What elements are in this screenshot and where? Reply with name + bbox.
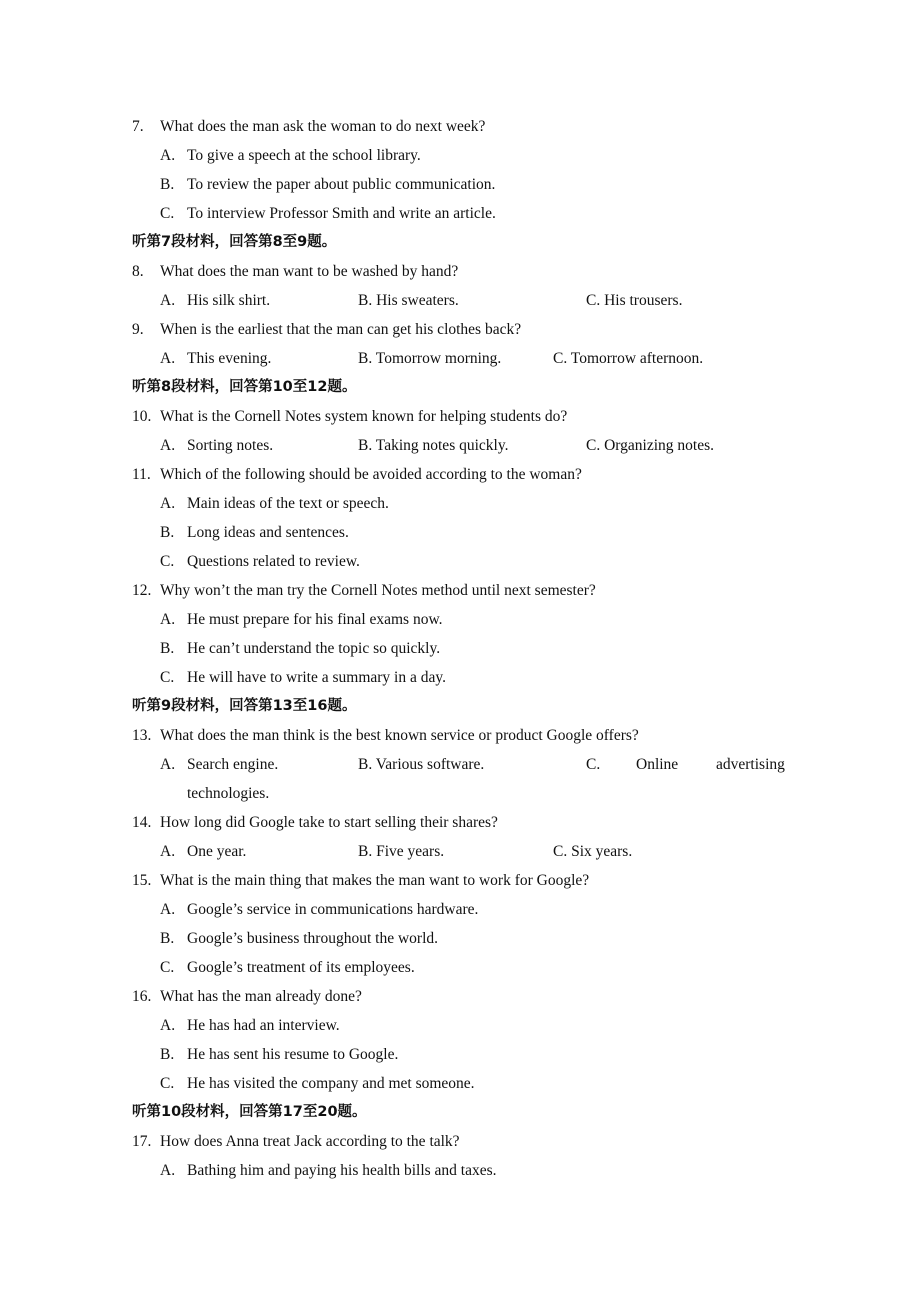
option-letter: A. [160,611,176,628]
option-7c [0,199,920,228]
option-11c [0,547,920,576]
option-c-word: advertising [716,756,785,773]
option-15b [0,924,920,953]
option-text: He has visited the company and met someone. [187,1075,475,1092]
option-a-text: This evening. [187,350,272,367]
question-text: When is the earliest that the man can get his clothes back? [160,321,522,338]
option-17a [0,1156,920,1185]
option-text: Google’s treatment of its employees. [187,959,415,976]
option-c: C. His trousers. [586,292,683,309]
question-14 [0,808,920,837]
option-11a [0,489,920,518]
options-13 [0,750,920,779]
option-7a [0,141,920,170]
option-c-word: Online [636,756,679,773]
option-letter: B. [160,524,175,541]
section-instruction: 听第7段材料，回答第8至9题。 [132,234,337,250]
option-letter: A. [160,437,176,454]
question-number: 8. [132,263,144,280]
option-letter: A. [160,292,176,309]
option-c-continued: technologies. [187,785,270,802]
option-letter: A. [160,1162,176,1179]
exam-page [0,112,920,1185]
option-letter: C. [160,959,175,976]
section-header-7 [0,228,920,257]
options-14 [0,837,920,866]
option-c: C. Organizing notes. [586,437,715,454]
question-13 [0,721,920,750]
option-letter: C. [160,1075,175,1092]
question-number: 17. [132,1133,152,1150]
option-11b [0,518,920,547]
option-text: Main ideas of the text or speech. [187,495,389,512]
question-text: Which of the following should be avoided according to the woman? [160,466,582,483]
question-number: 7. [132,118,144,135]
question-number: 16. [132,988,152,1005]
option-text: Bathing him and paying his health bills and taxes. [187,1162,497,1179]
question-number: 10. [132,408,152,425]
option-16a [0,1011,920,1040]
option-letter: C. [160,205,175,222]
option-c-letter: C. [586,756,601,773]
option-text: He must prepare for his final exams now. [187,611,443,628]
option-text: He has had an interview. [187,1017,340,1034]
option-text: To interview Professor Smith and write an article. [187,205,496,222]
option-text: To review the paper about public communication. [187,176,496,193]
question-text: What has the man already done? [160,988,362,1005]
question-text: What does the man think is the best known service or product Google offers? [160,727,639,744]
option-b: B. Five years. [358,843,445,860]
option-text: He has sent his resume to Google. [187,1046,399,1063]
question-number: 15. [132,872,152,889]
option-a-text: His silk shirt. [187,292,271,309]
option-a-text: Sorting notes. [187,437,274,454]
option-letter: C. [160,669,175,686]
option-letter: C. [160,553,175,570]
section-header-8 [0,373,920,402]
section-instruction: 听第10段材料，回答第17至20题。 [132,1104,367,1120]
question-10 [0,402,920,431]
section-header-10 [0,1098,920,1127]
option-text: He can’t understand the topic so quickly. [187,640,441,657]
question-11 [0,460,920,489]
option-a-text: One year. [187,843,247,860]
question-number: 12. [132,582,152,599]
question-text: How does Anna treat Jack according to the talk? [160,1133,460,1150]
question-text: What is the main thing that makes the man want to work for Google? [160,872,590,889]
section-header-9 [0,692,920,721]
question-text: What is the Cornell Notes system known for helping students do? [160,408,568,425]
section-instruction: 听第9段材料，回答第13至16题。 [132,698,357,714]
option-7b [0,170,920,199]
option-b: B. Tomorrow morning. [358,350,502,367]
option-letter: A. [160,350,176,367]
question-7 [0,112,920,141]
option-text: Long ideas and sentences. [187,524,349,541]
question-16 [0,982,920,1011]
option-text: Questions related to review. [187,553,360,570]
question-text: What does the man want to be washed by hand? [160,263,459,280]
question-number: 11. [132,466,151,483]
option-a-text: Search engine. [187,756,279,773]
question-number: 13. [132,727,152,744]
question-text: What does the man ask the woman to do next week? [160,118,486,135]
question-number: 14. [132,814,152,831]
option-letter: B. [160,1046,175,1063]
question-8 [0,257,920,286]
option-16c [0,1069,920,1098]
option-12c [0,663,920,692]
option-b: B. His sweaters. [358,292,459,309]
option-c: C. Six years. [553,843,633,860]
option-16b [0,1040,920,1069]
options-8 [0,286,920,315]
option-letter: A. [160,1017,176,1034]
option-c: C. Tomorrow afternoon. [553,350,704,367]
options-10 [0,431,920,460]
question-12 [0,576,920,605]
option-15c [0,953,920,982]
option-letter: A. [160,901,176,918]
option-15a [0,895,920,924]
option-text: Google’s business throughout the world. [187,930,438,947]
option-letter: A. [160,495,176,512]
option-12a [0,605,920,634]
option-text: To give a speech at the school library. [187,147,421,164]
option-text: He will have to write a summary in a day. [187,669,446,686]
question-text: Why won’t the man try the Cornell Notes method until next semester? [160,582,596,599]
option-letter: A. [160,147,176,164]
option-b: B. Taking notes quickly. [358,437,509,454]
option-text: Google’s service in communications hardware. [187,901,479,918]
question-number: 9. [132,321,144,338]
question-text: How long did Google take to start selling their shares? [160,814,498,831]
option-letter: A. [160,843,176,860]
option-12b [0,634,920,663]
options-9 [0,344,920,373]
option-letter: A. [160,756,176,773]
option-letter: B. [160,640,175,657]
question-15 [0,866,920,895]
question-9 [0,315,920,344]
option-b: B. Various software. [358,756,485,773]
option-letter: B. [160,930,175,947]
option-letter: B. [160,176,175,193]
section-instruction: 听第8段材料，回答第10至12题。 [132,379,357,395]
question-17 [0,1127,920,1156]
options-13-continued [0,779,920,808]
